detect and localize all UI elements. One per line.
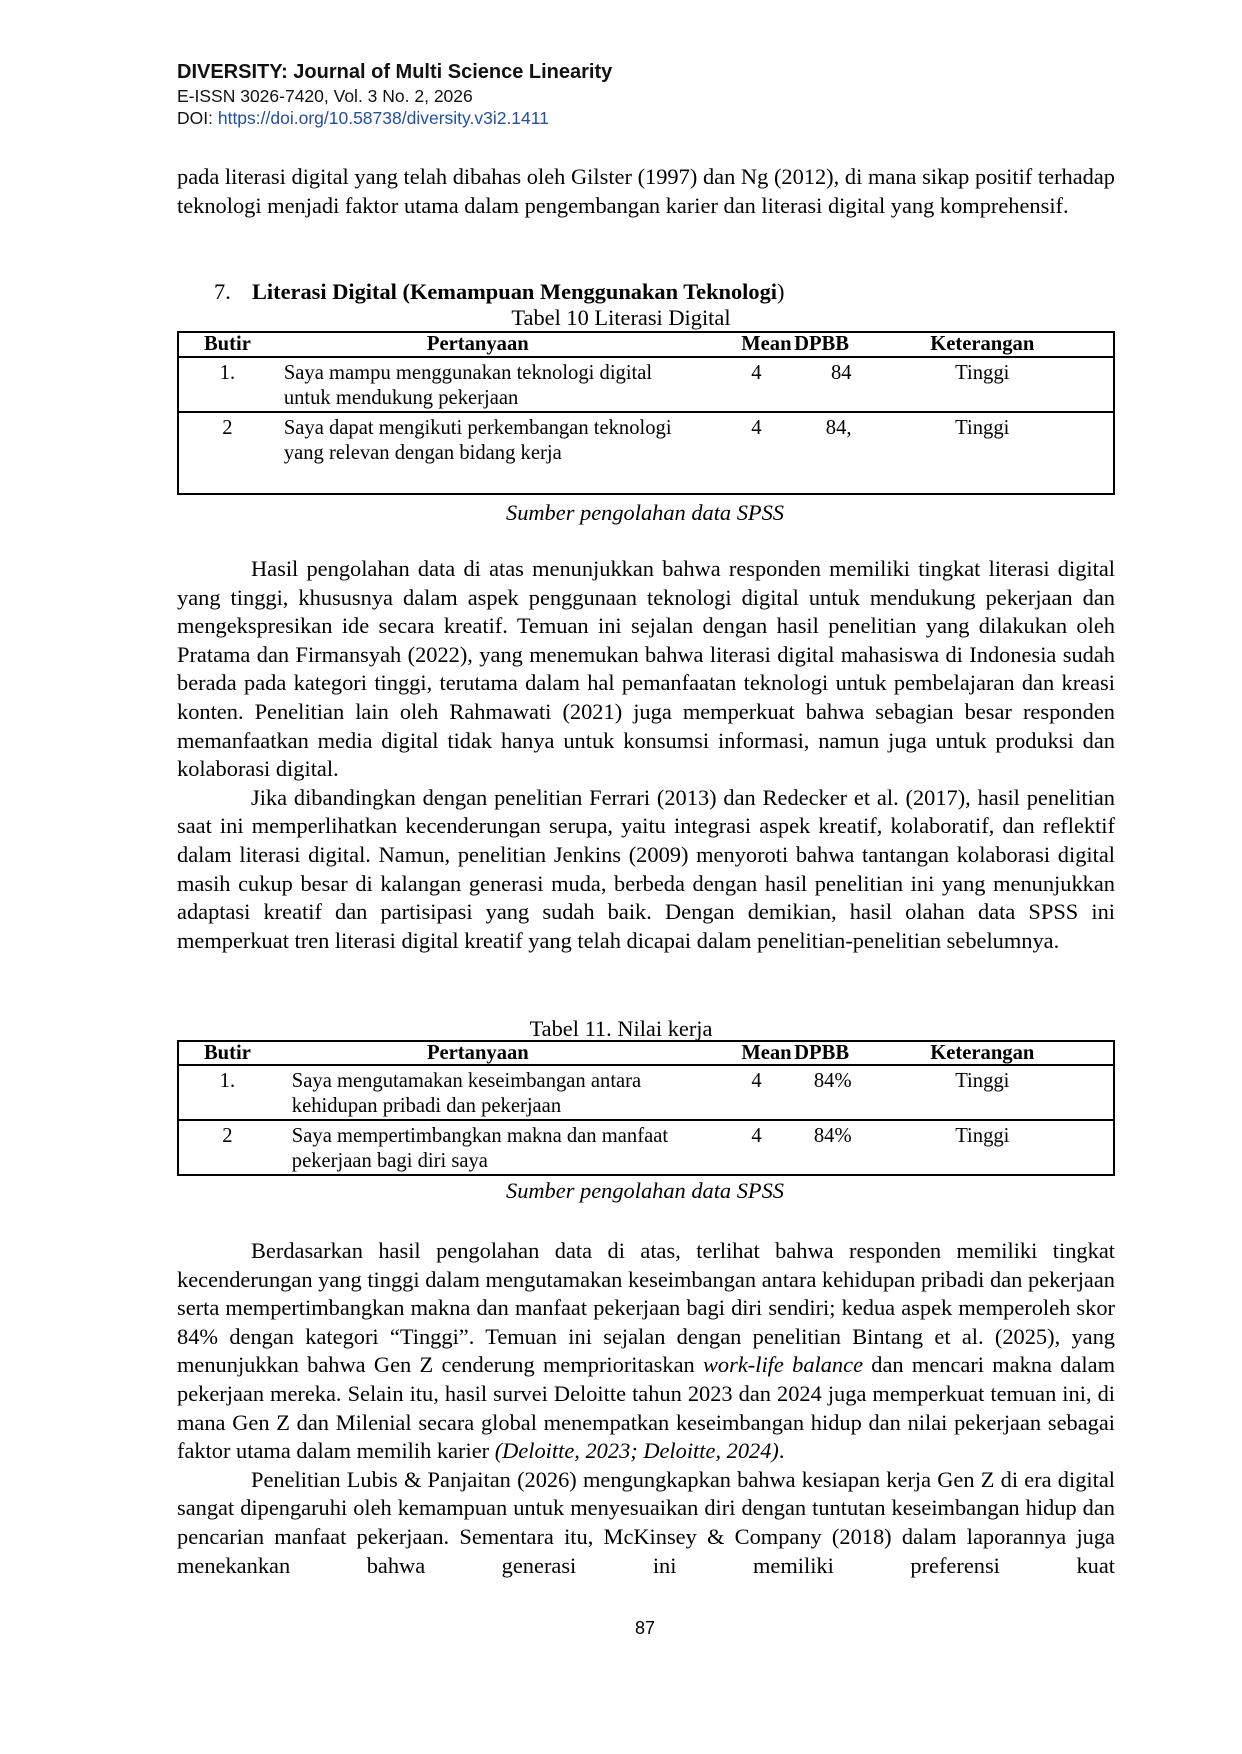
cell-keterangan: Tinggi — [852, 1065, 1114, 1120]
paragraph-intro — [177, 163, 1115, 220]
col-header-pertanyaan: Pertanyaan — [276, 1041, 680, 1065]
cell-keterangan: Tinggi — [852, 357, 1114, 412]
table10-header-row — [178, 332, 1114, 357]
table-row — [178, 412, 1114, 494]
cell-dpbb: 84, — [825, 417, 852, 439]
body-section-2 — [177, 1237, 1115, 1580]
paragraph-part: Berdasarkan hasil pengolahan data di atas, terlihat bahwa responden memiliki tingkat kecenderungan yang tinggi dalam mengutamakan keseimbangan antara kehidupan pribadi dan pekerjaan serta mempertimbangkan makna dan manfaat pekerjaan bagi diri sendiri; kedua aspek memperoleh skor 84% dengan kategori “Tinggi”. Temuan ini sejalan dengan penelitian Bintang et al. (2025), yang menunjukkan bahwa Gen Z cenderung memprioritaskan — [177, 1238, 1115, 1378]
cell-keterangan: Tinggi — [955, 1125, 1010, 1147]
cell-pertanyaan-line: kehidupan pribadi dan pekerjaan — [291, 1095, 562, 1117]
term-work-life-balance: work-life balance — [703, 1352, 864, 1378]
paragraph-part: . — [778, 1438, 785, 1464]
table-row — [178, 1065, 1114, 1120]
cell-mean: 4 — [680, 357, 792, 412]
cell-pertanyaan-line: untuk mendukung pekerjaan — [283, 387, 519, 409]
cell-pertanyaan — [276, 357, 680, 412]
journal-issn: E-ISSN 3026-7420, Vol. 3 No. 2, 2026 — [177, 86, 473, 106]
col-header-mean: Mean — [680, 332, 792, 357]
table11 — [177, 1040, 1115, 1176]
cell-butir: 2 — [222, 417, 233, 439]
cell-pertanyaan-line: Saya mampu menggunakan teknologi digital — [283, 362, 653, 384]
citation-deloitte: (Deloitte, 2023; Deloitte, 2024) — [494, 1438, 779, 1464]
cell-butir: 2 — [222, 1125, 233, 1147]
cell-dpbb: 84% — [792, 1065, 852, 1120]
cell-dpbb: 84% — [813, 1125, 852, 1147]
cell-mean: 4 — [680, 1065, 792, 1120]
paragraph-text: Hasil pengolahan data di atas menunjukkan bahwa responden memiliki tingkat literasi digital yang tinggi, khususnya dalam aspek penggunaan teknologi digital untuk mendukung pekerjaan dan mengekspresikan ide secara kreatif. Temuan ini sejalan dengan hasil penelitian yang dilakukan oleh Pratama dan Firmansyah (2022), yang menemukan bahwa literasi digital mahasiswa di Indonesia sudah berada pada kategori tinggi, terutama dalam hal pemanfaatan teknologi untuk pembelajaran dan kreasi konten. Penelitian lain oleh Rahmawati (2021) juga memperkuat bahwa sebagian besar responden memanfaatkan media digital tidak hanya untuk konsumsi informasi, namun juga untuk produksi dan kolaborasi digital. — [177, 556, 1115, 782]
doi-label: DOI: — [177, 108, 218, 128]
col-header-keterangan: Keterangan — [852, 332, 1114, 357]
table11-header-row — [178, 1041, 1114, 1065]
cell-pertanyaan-line: Saya mempertimbangkan makna dan manfaat — [291, 1125, 669, 1147]
cell-mean: 4 — [751, 417, 762, 439]
paragraph-text: Jika dibandingkan dengan penelitian Ferrari (2013) dan Redecker et al. (2017), hasil penelitian saat ini memperlihatkan kecenderungan serupa, yaitu integrasi aspek kreatif, kolaboratif, dan reflektif dalam literasi digital. Namun, penelitian Jenkins (2009) menyoroti bahwa tantangan kolaborasi digital masih cukup besar di kalangan generasi muda, berbeda dengan hasil penelitian ini yang menunjukkan adaptasi kreatif dan partisipasi yang sudah baik. Dengan demikian, hasil olahan data SPSS ini memperkuat tren literasi digital kreatif yang telah dicapai dalam penelitian-penelitian sebelumnya. — [177, 784, 1115, 953]
section-title-close: ) — [777, 279, 785, 304]
cell-pertanyaan-line: pekerjaan bagi diri saya — [291, 1150, 488, 1172]
paragraph-part: dan mencari makna dalam pekerjaan mereka. Selain itu, hasil survei Deloitte tahun 2023 dan 2024 juga memperkuat temuan ini, di mana Gen Z dan Milenial secara global menempatkan keseimbangan hidup dan nilai pekerjaan sebagai faktor utama dalam memilih karier — [177, 1352, 1115, 1464]
table-row — [178, 357, 1114, 412]
col-header-dpbb: DPBB — [792, 332, 852, 357]
journal-doi — [177, 107, 612, 129]
col-header-butir: Butir — [178, 1041, 276, 1065]
cell-pertanyaan — [276, 412, 680, 494]
cell-pertanyaan — [276, 1120, 680, 1175]
col-header-pertanyaan: Pertanyaan — [276, 332, 680, 357]
section-number: 7. — [214, 279, 231, 304]
col-header-dpbb: DPBB — [792, 1041, 852, 1065]
doi-link[interactable]: https://doi.org/10.58738/diversity.v3i2.1411 — [217, 108, 549, 128]
table11-caption: Tabel 11. Nilai kerja — [529, 1016, 713, 1041]
cell-pertanyaan-line: Saya mengutamakan keseimbangan antara — [291, 1070, 642, 1092]
paragraph-text — [177, 1237, 1115, 1466]
col-header-butir: Butir — [178, 332, 276, 357]
journal-header — [177, 60, 612, 129]
section-title: Literasi Digital (Kemampuan Menggunakan Teknologi — [252, 279, 778, 304]
table10 — [177, 331, 1115, 495]
cell-pertanyaan-line: yang relevan dengan bidang kerja — [283, 442, 562, 464]
col-header-keterangan: Keterangan — [852, 1041, 1114, 1065]
table-row — [178, 1120, 1114, 1175]
cell-pertanyaan — [276, 1065, 680, 1120]
cell-pertanyaan-line: Saya dapat mengikuti perkembangan teknologi — [283, 417, 672, 439]
section-heading — [214, 278, 784, 306]
cell-keterangan: Tinggi — [955, 417, 1010, 439]
table11-source: Sumber pengolahan data SPSS — [506, 1178, 784, 1203]
cell-butir: 1. — [178, 1065, 276, 1120]
page-number: 87 — [634, 1618, 656, 1638]
cell-mean: 4 — [751, 1125, 762, 1147]
body-section-1 — [177, 555, 1115, 955]
paragraph-text: Penelitian Lubis & Panjaitan (2026) mengungkapkan bahwa kesiapan kerja Gen Z di era digital sangat dipengaruhi oleh kemampuan untuk menyesuaikan diri dengan tuntutan keseimbangan hidup dan pencarian manfaat pekerjaan. Sementara itu, McKinsey & Company (2018) dalam laporannya juga menekankan bahwa generasi ini memiliki preferensi kuat — [177, 1466, 1115, 1578]
table10-source: Sumber pengolahan data SPSS — [506, 500, 784, 525]
paragraph-text: pada literasi digital yang telah dibahas oleh Gilster (1997) dan Ng (2012), di mana sikap positif terhadap teknologi menjadi faktor utama dalam pengembangan karier dan literasi digital yang komprehensif. — [177, 164, 1115, 218]
col-header-mean: Mean — [680, 1041, 792, 1065]
cell-dpbb: 84 — [792, 357, 852, 412]
cell-butir: 1. — [178, 357, 276, 412]
journal-title: DIVERSITY: Journal of Multi Science Linearity — [177, 61, 613, 83]
table10-caption: Tabel 10 Literasi Digital — [511, 305, 731, 330]
